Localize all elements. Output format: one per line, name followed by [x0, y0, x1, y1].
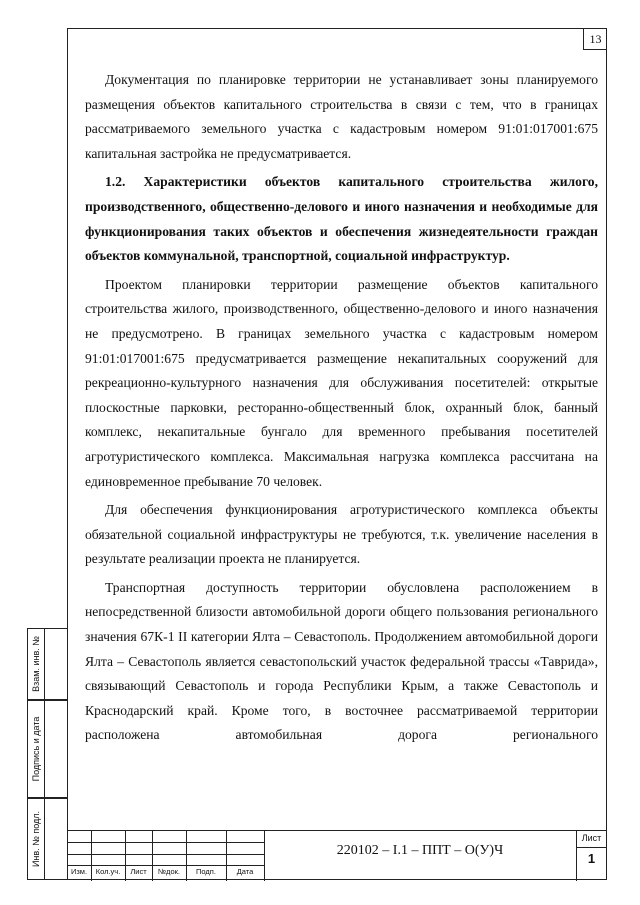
- col-ndok: №док.: [158, 867, 180, 876]
- sheet-number: 1: [587, 851, 596, 866]
- sheet-label: Лист: [581, 833, 602, 843]
- col-podp: Подп.: [196, 867, 216, 876]
- col-kol-uch: Кол.уч.: [95, 867, 121, 876]
- title-block: [67, 830, 607, 880]
- paragraph-transport: Транспортная доступность территории обусловлена расположением в непосредственной близости автомобильной дороги общего пользования регионального значения 67К-1 II категории Ялта – Севастополь. Продолжением автомобильной дороги Ялта – Севастополь является севастопольский участок федеральной трассы «Таврида», связывающий Севастополь и города Республики Крым, а также Севастополь и Краснодарский край. Кроме того, в восточнее рассматриваемой территории расположена автомобильная дорога регионального: [85, 579, 598, 743]
- stamp-inv-label: Инв. № подл.: [31, 810, 41, 868]
- stamp-inv-podl: [27, 798, 67, 880]
- col-data: Дата: [236, 867, 254, 876]
- document-body: [85, 68, 598, 752]
- paragraph-intro: Документация по планировке территории не устанавливает зоны планируемого размещения объектов капитального строительства в связи с тем, что в границах рассматриваемого земельного участка с кадастровым номером 91:01:017001:675 капитальная застройка не предусматривается.: [85, 72, 598, 161]
- document-code: 220102 – I.1 – ППТ – О(У)Ч: [336, 843, 504, 858]
- paragraph-social: Для обеспечения функционирования агротуристического комплекса объекты обязательной социальной инфраструктуры не требуются, т.к. увеличение населения в результате реализации проекта не планируется.: [85, 502, 598, 567]
- stamp-podpis-label: Подпись и дата: [31, 716, 41, 782]
- page-number: 13: [583, 28, 607, 50]
- col-list: Лист: [130, 867, 147, 876]
- stamp-podpis-data: [27, 700, 67, 798]
- stamp-vzam-inv: [27, 628, 67, 700]
- stamp-vzam-label: Взам. инв. №: [31, 636, 41, 692]
- section-heading: 1.2. Характеристики объектов капитального строительства жилого, производственного, общественно-делового и иного назначения и необходимые для функционирования таких объектов и обеспечения жизнедеятельности граждан объектов коммунальной, транспортной, социальной инфраструктур.: [85, 174, 598, 264]
- col-izm: Изм.: [70, 867, 88, 876]
- paragraph-project: Проектом планировки территории размещение объектов капитального строительства жилого, производственного, общественно-делового и иного назначения не предусмотрено. В границах земельного участка с кадастровым номером 91:01:017001:675 предусматривается размещение некапитальных сооружений для рекреационно-культурного назначения для обслуживания посетителей: открытые плоскостные парковки, ресторанно-общественный блок, охранный блок, банный комплекс, некапитальные бунгало для временного пребывания посетителей агротуристического комплекса. Максимальная нагрузка комплекса рассчитана на единовременное пребывание 70 человек.: [85, 276, 598, 489]
